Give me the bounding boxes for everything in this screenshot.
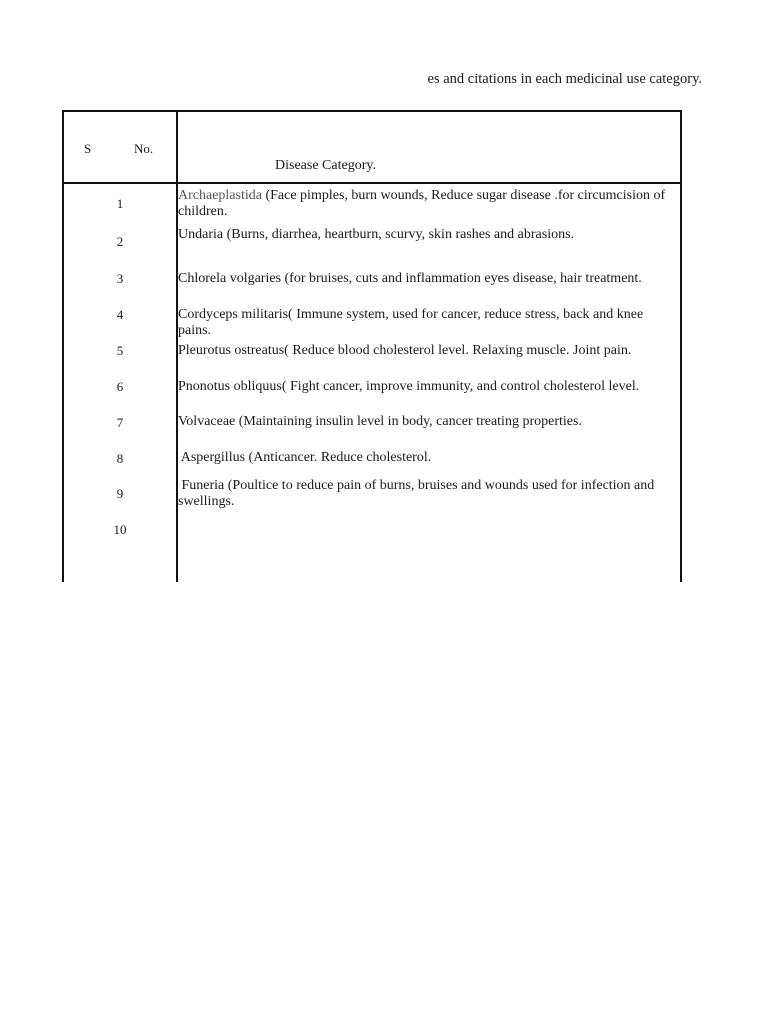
row-number: 9 <box>116 486 124 501</box>
row-description: (Face pimples, burn wounds, Reduce sugar disease .for circumcision of children. <box>178 188 666 219</box>
row-text: Undaria (Burns, diarrhea, heartburn, scurvy, skin rashes and abrasions. <box>178 227 575 242</box>
medicinal-use-table <box>62 110 682 582</box>
row-text: Funeria (Poultice to reduce pain of burns, bruises and wounds used for infection and swellings. <box>178 478 658 509</box>
row-number: 2 <box>116 234 124 249</box>
row-text: Pnonotus obliquus( Fight cancer, improve immunity, and control cholesterol level. <box>178 379 640 394</box>
row-text: Cordyceps militaris( Immune system, used for cancer, reduce stress, back and knee pains. <box>178 307 644 338</box>
table-caption-text: es and citations in each medicinal use category. <box>427 71 702 87</box>
row-text <box>178 188 678 220</box>
table-caption <box>62 71 702 91</box>
header-no: No. <box>134 141 154 156</box>
header-divider <box>64 182 680 184</box>
row-number: 8 <box>116 451 124 466</box>
header-disease-category: Disease Category. <box>275 158 376 173</box>
row-text: Aspergillus (Anticancer. Reduce cholesterol. <box>178 450 432 465</box>
row-text: Chlorela volgaries (for bruises, cuts and inflammation eyes disease, hair treatment. <box>178 271 642 286</box>
row-number: 7 <box>116 415 124 430</box>
row-number: 6 <box>116 379 124 394</box>
row-number: 1 <box>116 196 124 211</box>
row-number: 3 <box>116 271 124 286</box>
header-s: S <box>84 141 92 156</box>
row-number: 5 <box>116 343 124 358</box>
row-number: 4 <box>116 307 124 322</box>
row-number: 10 <box>113 522 127 537</box>
row-genus: Archaeplastida <box>178 188 262 203</box>
row-text: Pleurotus ostreatus( Reduce blood cholesterol level. Relaxing muscle. Joint pain. <box>178 343 632 358</box>
row-text: Volvaceae (Maintaining insulin level in body, cancer treating properties. <box>178 414 582 429</box>
